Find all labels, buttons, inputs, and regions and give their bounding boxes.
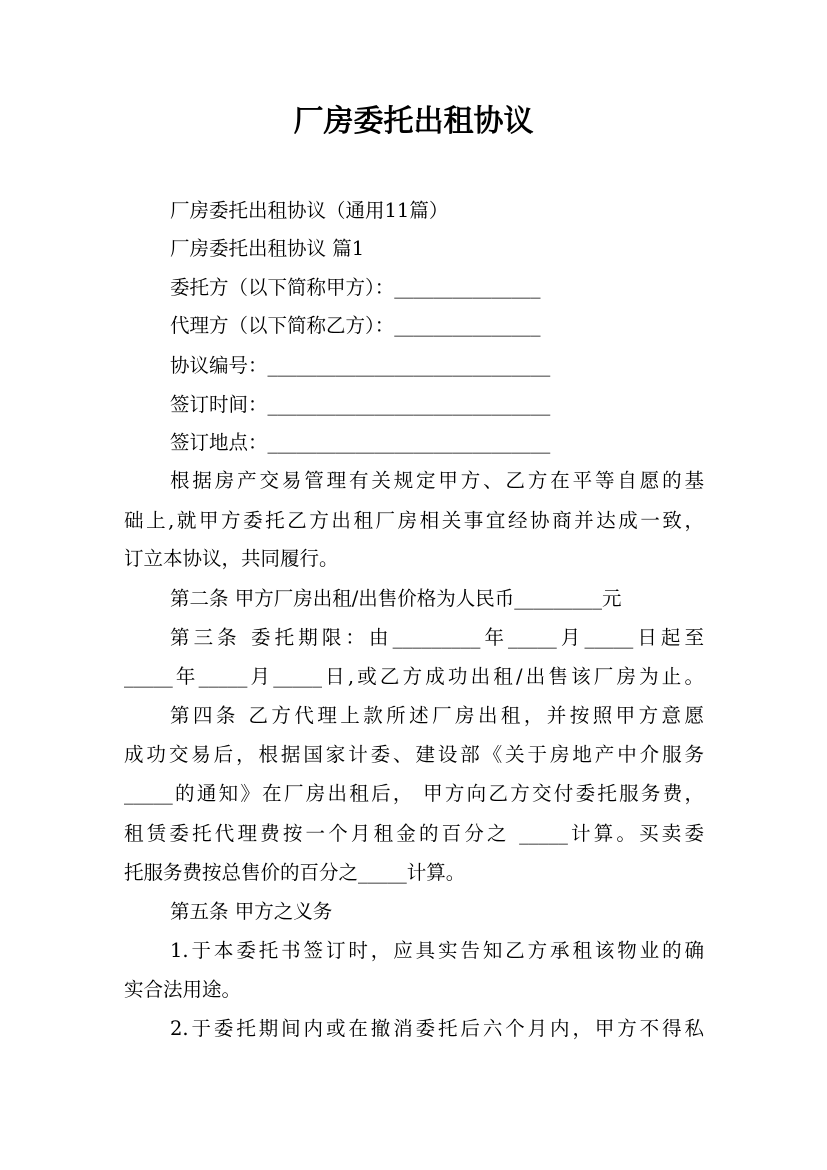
body-line: 础上,就甲方委托乙方出租厂房相关事宜经协商并达成一致，	[124, 509, 704, 532]
signing-place-line: 签订地点：_____________________________	[170, 431, 551, 454]
article-5-item: 1.于本委托书签订时，应具实告知乙方承租该物业的确	[170, 939, 704, 962]
signing-time-line: 签订时间：_____________________________	[170, 393, 551, 416]
body-line: 订立本协议，共同履行。	[124, 547, 339, 570]
article-2-line: 第二条 甲方厂房出租/出售价格为人民币_________元	[170, 587, 622, 610]
agreement-number-line: 协议编号：_____________________________	[170, 354, 551, 377]
article-4-line: 成功交易后，根据国家计委、建设部《关于房地产中介服务	[124, 743, 704, 766]
party-a-line: 委托方（以下简称甲方）：_______________	[170, 276, 541, 299]
article-5-item: 实合法用途。	[124, 978, 242, 1001]
article-4-line: 租赁委托代理费按一个月租金的百分之 _____计算。买卖委	[124, 822, 704, 845]
section-heading: 厂房委托出租协议 篇1	[170, 237, 365, 260]
subtitle-line: 厂房委托出租协议（通用11篇）	[170, 199, 449, 222]
article-4-line: _____的通知》在厂房出租后， 甲方向乙方交付委托服务费，	[124, 782, 704, 805]
party-b-line: 代理方（以下简称乙方）：_______________	[170, 314, 541, 337]
article-5-heading: 第五条 甲方之义务	[170, 900, 333, 923]
article-4-line: 第四条 乙方代理上款所述厂房出租，并按照甲方意愿	[170, 704, 704, 727]
article-4-line: 托服务费按总售价的百分之_____计算。	[124, 861, 466, 884]
article-3-line: 第三条 委托期限：由_________年_____月_____日起至	[170, 626, 704, 649]
article-3-line: _____年_____月_____日,或乙方成功出租/出售该厂房为止。	[124, 665, 704, 688]
body-line: 根据房产交易管理有关规定甲方、乙方在平等自愿的基	[170, 469, 704, 492]
article-5-item: 2.于委托期间内或在撤消委托后六个月内，甲方不得私	[170, 1017, 704, 1040]
document-title: 厂房委托出租协议	[293, 104, 534, 139]
